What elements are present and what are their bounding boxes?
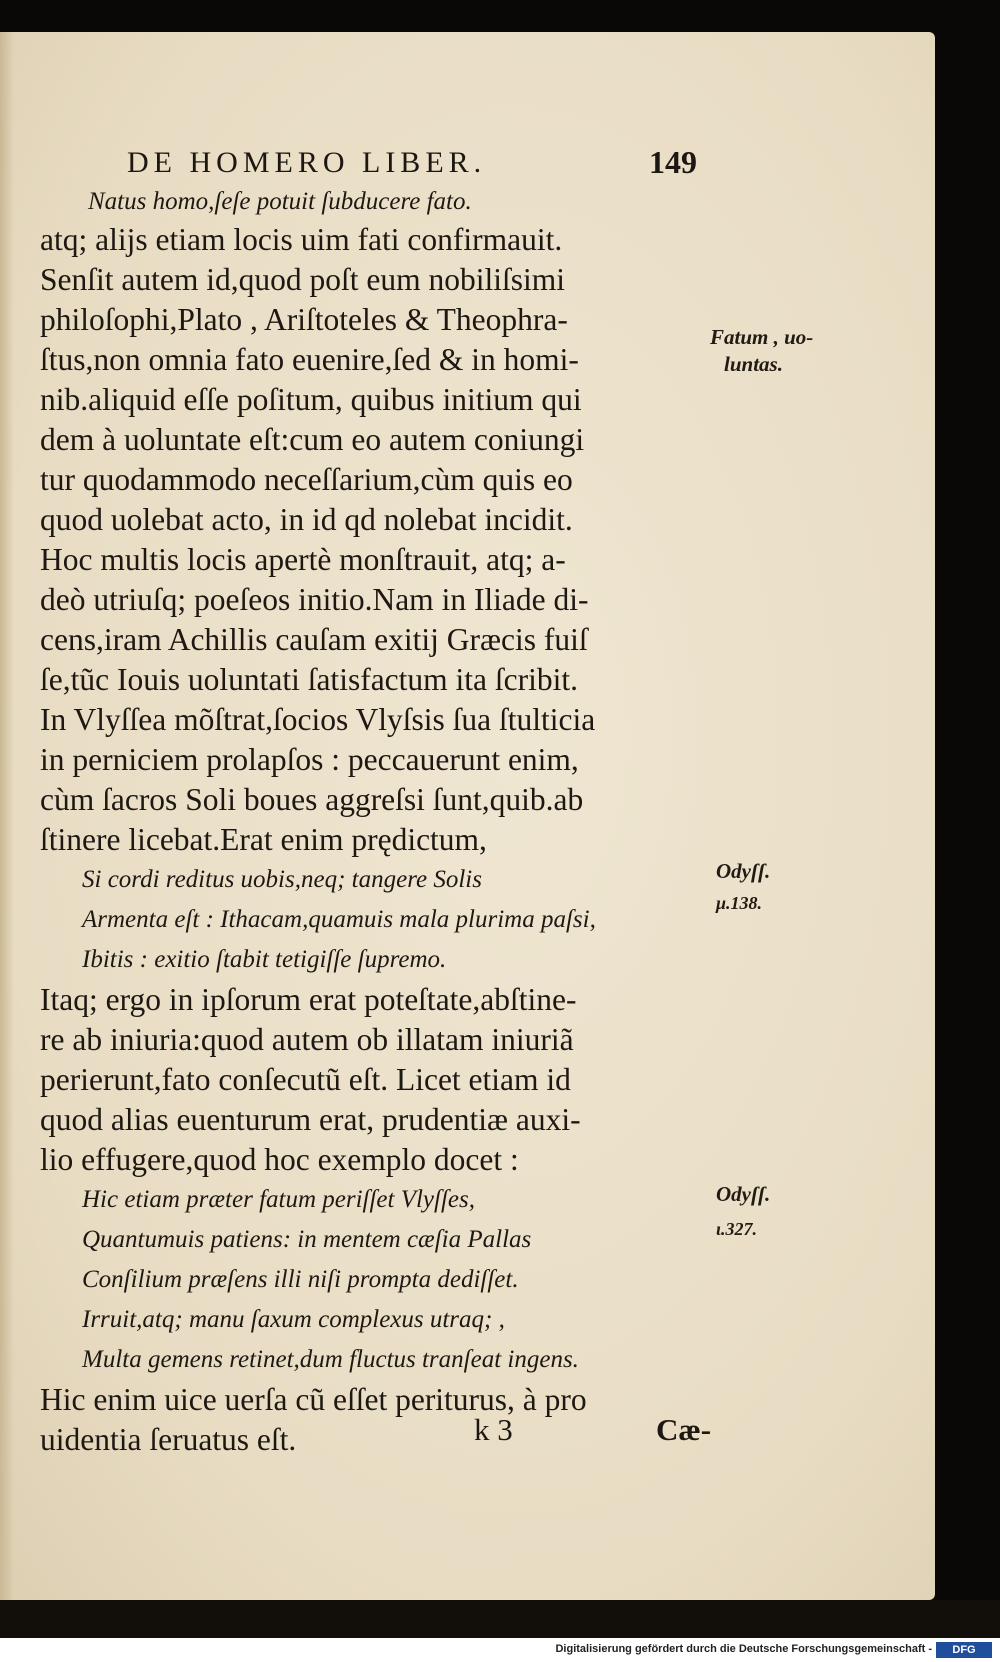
text-line: in perniciem prolapſos : peccauerunt enim,: [40, 742, 579, 777]
scan-bottom-edge: [0, 1600, 1000, 1638]
verse-line: Hic etiam præter fatum periſſet Vlyſſes,: [82, 1186, 475, 1213]
verse-line: Irruit,atq; manu ſaxum complexus utraq; ,: [82, 1306, 505, 1333]
text-line: ſtinere licebat.Erat enim prędictum,: [40, 822, 487, 857]
text-line: cens,iram Achillis cauſam exitij Græcis fuiſ: [40, 622, 588, 657]
text-line: nib.aliquid eſſe poſitum, quibus initium qui: [40, 382, 582, 417]
marginal-note-odyssey-ref-1: Odyſſ.: [716, 859, 771, 883]
verse-line: Ibitis : exitio ſtabit tetigiſſe ſupremo.: [82, 946, 447, 973]
marginal-note-odyssey-line-1: μ.138.: [716, 893, 763, 913]
signature-mark: k 3: [474, 1412, 513, 1447]
marginal-note-fatum-continued: luntas.: [724, 352, 783, 376]
digitization-credit: Digitalisierung gefördert durch die Deutsche Forschungsgemeinschaft -: [555, 1643, 932, 1655]
text-line: deò utriuſq; poeſeos initio.Nam in Iliade di-: [40, 582, 589, 617]
text-line: ſe,tũc Iouis uoluntati ſatisfactum ita ſcribit.: [40, 662, 578, 697]
text-line: quod uolebat acto, in id qd nolebat incidit.: [40, 502, 573, 537]
verse-line: Multa gemens retinet,dum fluctus tranſeat ingens.: [82, 1346, 579, 1373]
text-line: dem à uoluntate eſt:cum eo autem coniungi: [40, 422, 585, 457]
running-title: DE HOMERO LIBER.: [127, 146, 487, 179]
text-line: re ab iniuria:quod autem ob illatam iniuriã: [40, 1022, 574, 1057]
text-line: Itaq; ergo in ipſorum erat poteſtate,abſtine-: [40, 982, 577, 1017]
text-line: lio effugere,quod hoc exemplo docet :: [40, 1142, 519, 1177]
text-line: philoſophi,Plato , Ariſtoteles & Theophra-: [40, 302, 568, 337]
verse-line: Natus homo,ſeſe potuit ſubducere fato.: [88, 188, 472, 215]
text-line: Senſit autem id,quod poſt eum nobiliſsimi: [40, 262, 565, 297]
dfg-logo: DFG: [936, 1642, 992, 1658]
marginal-note-odyssey-ref-2: Odyſſ.: [716, 1182, 771, 1206]
text-line: ſtus,non omnia fato euenire,ſed & in homi-: [40, 342, 579, 377]
body-text: [40, 184, 720, 1460]
marginal-note-odyssey-line-2: ι.327.: [716, 1219, 758, 1239]
page-number: 149: [649, 144, 697, 180]
marginal-note-fatum: Fatum , uo-: [710, 325, 814, 349]
text-line: tur quodammodo neceſſarium,cùm quis eo: [40, 462, 573, 497]
verse-line: Conſilium præſens illi niſi prompta dediſſet.: [82, 1266, 519, 1293]
catchword: Cæ-: [656, 1412, 712, 1447]
text-line: In Vlyſſea mõſtrat,ſocios Vlyſsis ſua ſtulticia: [40, 702, 596, 737]
text-line: cùm ſacros Soli boues aggreſsi ſunt,quib.ab: [40, 782, 584, 817]
text-line: atq; alijs etiam locis uim fati confirmauit.: [40, 222, 563, 257]
running-head: [127, 146, 697, 186]
text-line: Hic enim uice uerſa cũ eſſet periturus, à pro: [40, 1382, 587, 1417]
text-line: quod alias euenturum erat, prudentiæ auxi-: [40, 1102, 581, 1137]
verse-line: Armenta eſt : Ithacam,quamuis mala plurima paſsi,: [82, 906, 596, 933]
text-line: perierunt,fato conſecutũ eſt. Licet etiam id: [40, 1062, 571, 1097]
text-line: Hoc multis locis apertè monſtrauit, atq; a-: [40, 542, 566, 577]
text-line: uidentia ſeruatus eſt.: [40, 1422, 297, 1457]
verse-line: Si cordi reditus uobis,neq; tangere Solis: [82, 866, 482, 893]
verse-line: Quantumuis patiens: in mentem cæſia Pallas: [82, 1226, 532, 1253]
